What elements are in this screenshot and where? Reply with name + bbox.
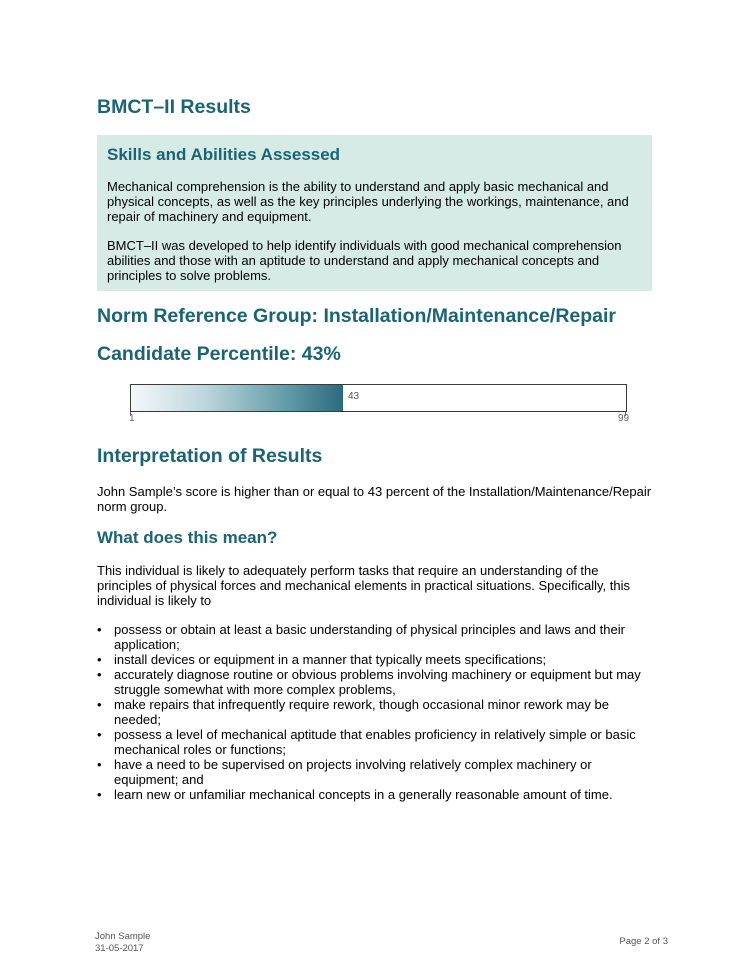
list-item bbox=[97, 787, 652, 802]
percentile-heading: Candidate Percentile: 43% bbox=[97, 343, 341, 365]
list-item-text: learn new or unfamiliar mechanical concepts in a generally reasonable amount of time. bbox=[114, 787, 613, 802]
list-item bbox=[97, 727, 652, 757]
footer-name: John Sample bbox=[95, 931, 151, 942]
percentile-bar-track bbox=[130, 384, 627, 412]
footer-page-number: Page 2 of 3 bbox=[619, 936, 668, 947]
percentile-bar-min-label: 1 bbox=[129, 413, 135, 424]
list-item-text: install devices or equipment in a manner that typically meets specifications; bbox=[114, 652, 547, 667]
page-title: BMCT–II Results bbox=[97, 96, 251, 118]
skills-paragraph-1: Mechanical comprehension is the ability to understand and apply basic mechanical and physical concepts, as well as the key principles underlying the workings, maintenance, and repair of machinery and equipment. bbox=[107, 179, 629, 224]
list-item bbox=[97, 652, 652, 667]
interpretation-text: John Sample’s score is higher than or equal to 43 percent of the Installation/Maintenance/Repair norm group. bbox=[97, 484, 652, 514]
percentile-bar-value: 43 bbox=[348, 391, 360, 402]
list-item bbox=[97, 697, 652, 727]
percentile-bar-max-label: 99 bbox=[618, 413, 630, 424]
interpretation-heading: Interpretation of Results bbox=[97, 445, 323, 467]
meaning-heading: What does this mean? bbox=[97, 528, 278, 547]
bullet-dot: • bbox=[97, 757, 102, 772]
skills-box bbox=[97, 135, 652, 291]
skills-heading: Skills and Abilities Assessed bbox=[107, 145, 341, 164]
list-item-text: have a need to be supervised on projects involving relatively complex machinery or equipment; and bbox=[114, 757, 592, 787]
meaning-bullet-list bbox=[97, 622, 652, 802]
meaning-intro: This individual is likely to adequately perform tasks that require an understanding of the principles of physical forces and mechanical elements in practical situations. Specifically, this individual is likely to bbox=[97, 563, 631, 608]
list-item-text: make repairs that infrequently require rework, though occasional minor rework may be needed; bbox=[114, 697, 609, 727]
bullet-dot: • bbox=[97, 697, 102, 712]
skills-paragraph-2: BMCT–II was developed to help identify individuals with good mechanical comprehension abilities and those with an aptitude to understand and apply mechanical concepts and principles to solve problems. bbox=[107, 238, 622, 283]
list-item bbox=[97, 757, 652, 787]
percentile-bar-fill bbox=[131, 385, 343, 411]
list-item-text: possess or obtain at least a basic understanding of physical principles and laws and their application; bbox=[114, 622, 625, 652]
percentile-bar bbox=[129, 384, 630, 428]
bullet-dot: • bbox=[97, 622, 102, 637]
footer-date: 31-05-2017 bbox=[95, 942, 144, 954]
footer-candidate bbox=[95, 931, 150, 954]
bullet-dot: • bbox=[97, 787, 102, 802]
list-item bbox=[97, 667, 652, 697]
list-item-text: possess a level of mechanical aptitude that enables proficiency in relatively simple or basic mechanical roles or functions; bbox=[114, 727, 636, 757]
list-item-text: accurately diagnose routine or obvious problems involving machinery or equipment but may struggle somewhat with more complex problems, bbox=[114, 667, 641, 697]
bullet-dot: • bbox=[97, 652, 102, 667]
norm-group-heading: Norm Reference Group: Installation/Maintenance/Repair bbox=[97, 305, 617, 327]
bullet-dot: • bbox=[97, 727, 102, 742]
bullet-dot: • bbox=[97, 667, 102, 682]
list-item bbox=[97, 622, 652, 652]
